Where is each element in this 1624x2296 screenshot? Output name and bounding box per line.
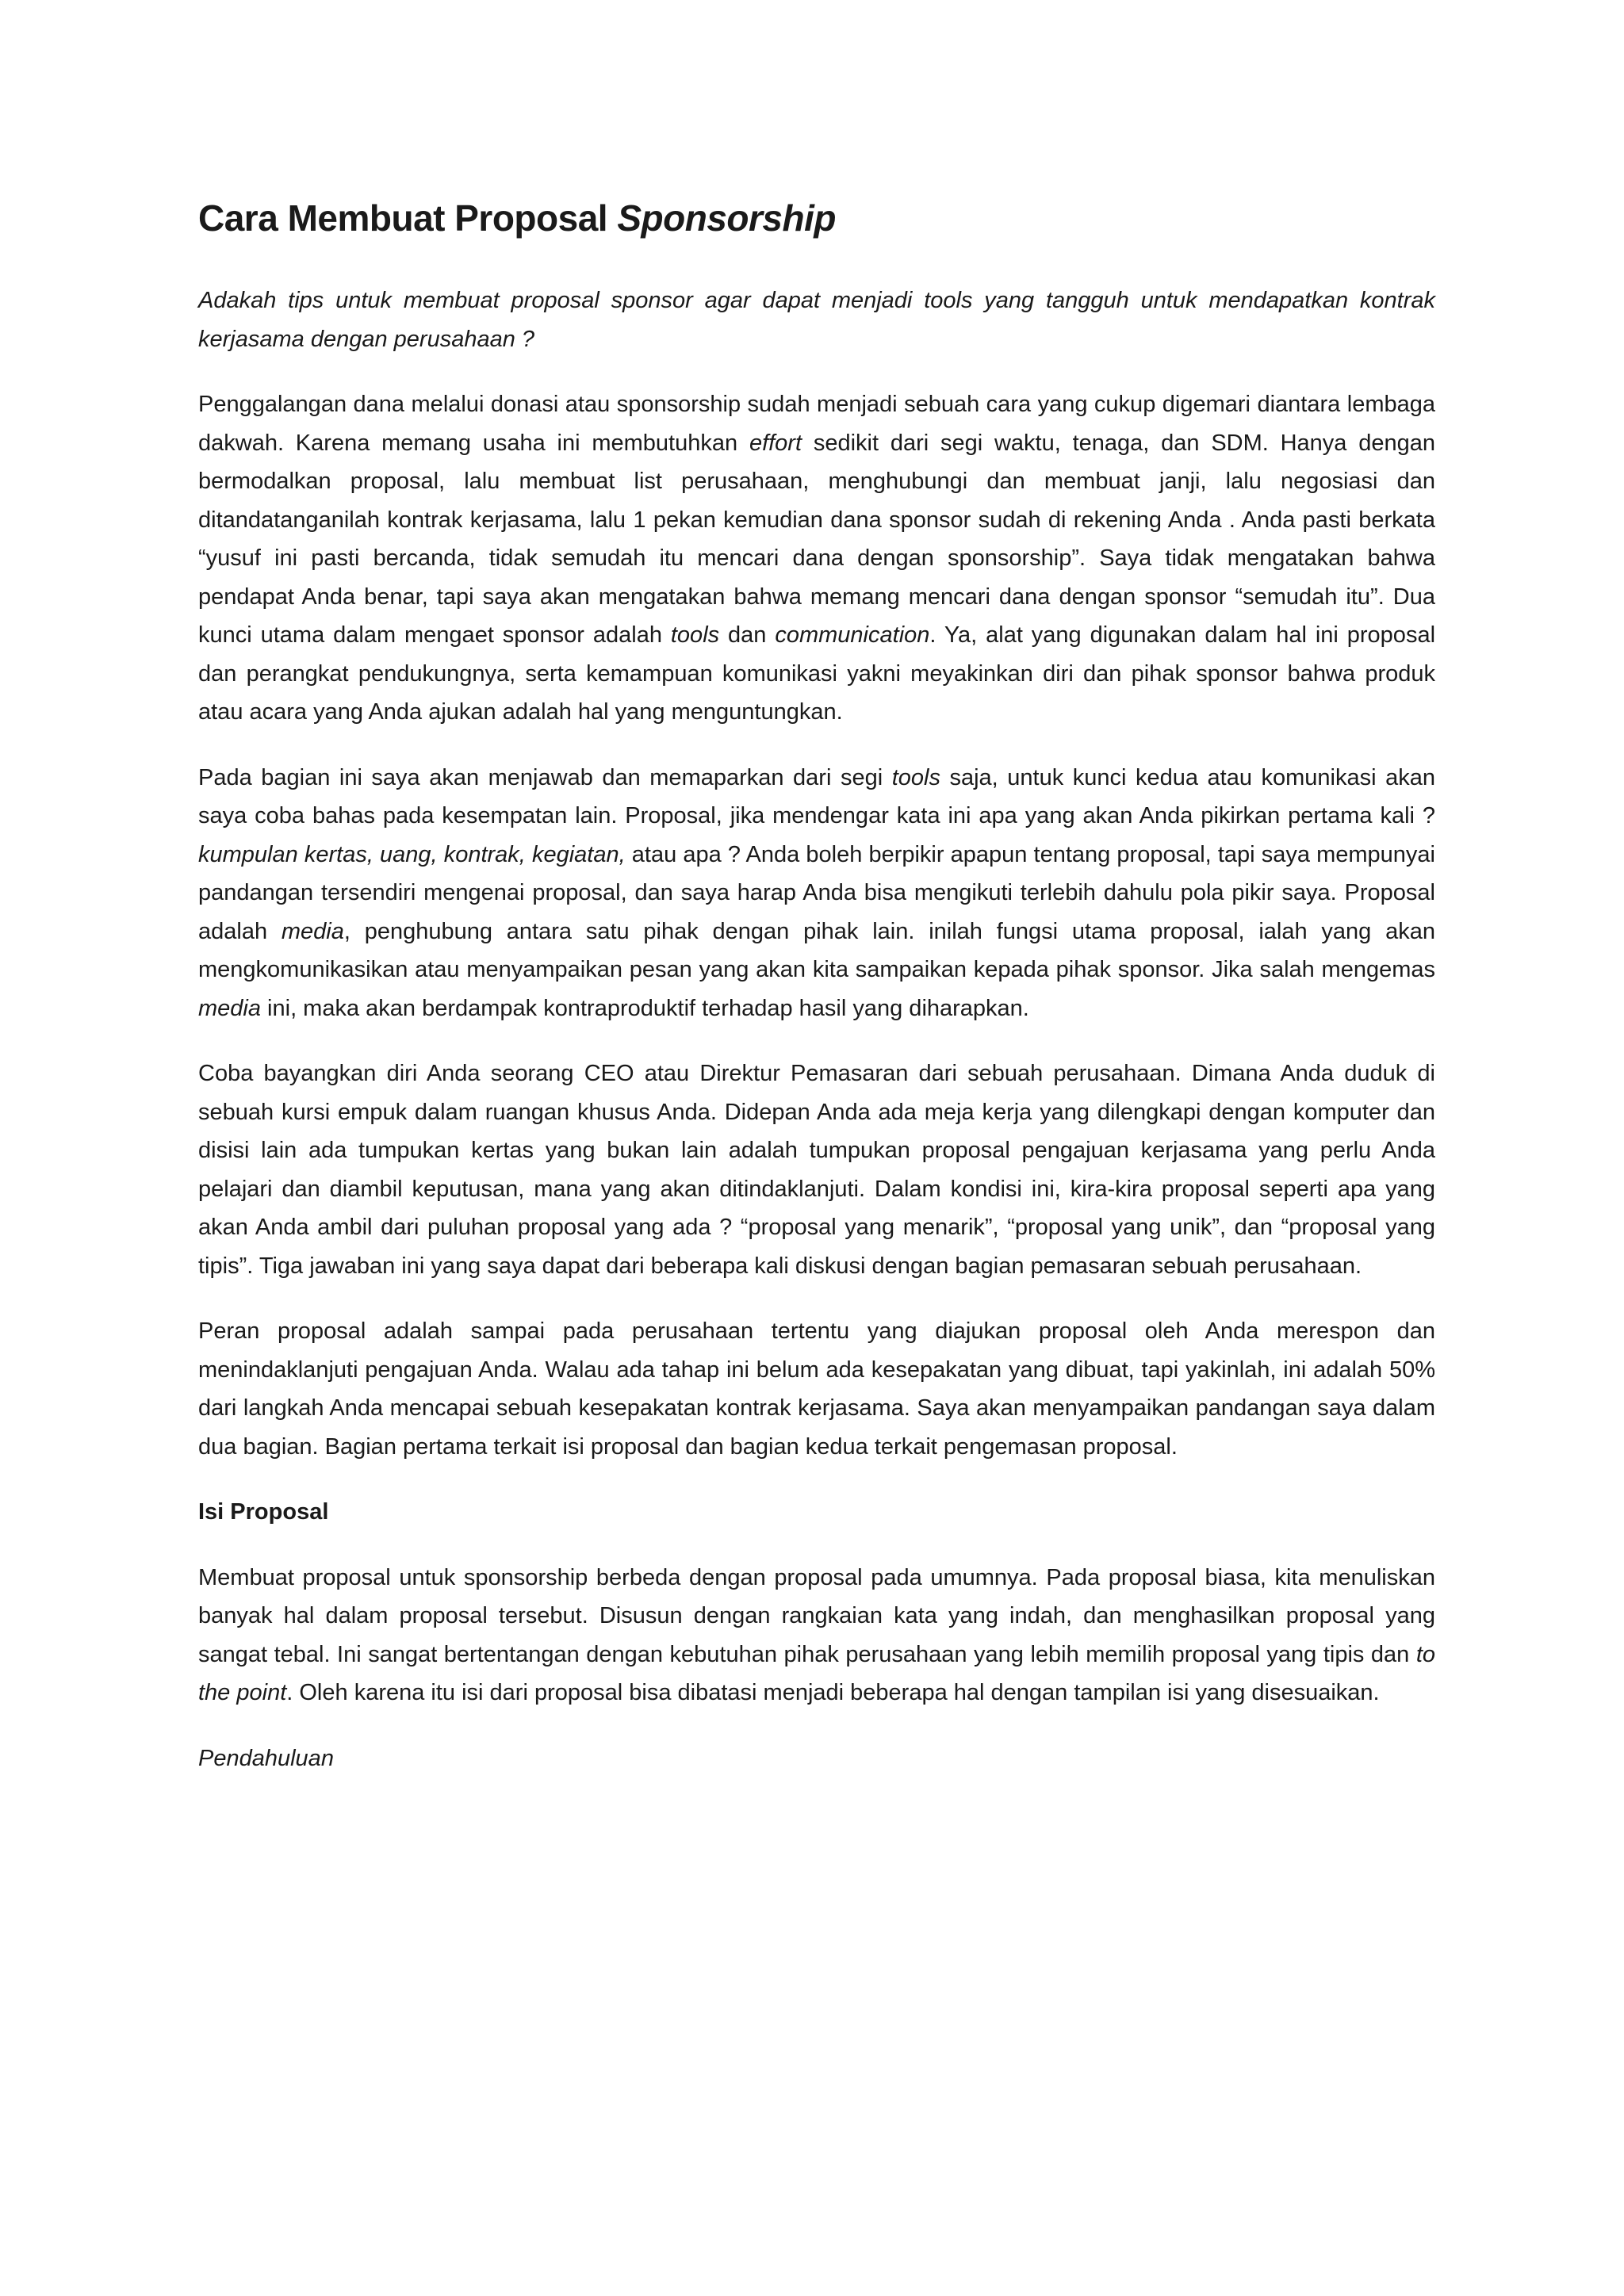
p5-text-2: . Oleh karena itu isi dari proposal bisa dibatasi menjadi beberapa hal dengan tampilan isi yang disesuaikan.	[286, 1680, 1380, 1706]
p1-italic-tools: tools	[670, 622, 720, 649]
p1-text-1: Penggalangan dana melalui donasi atau sponsorship sudah menjadi sebuah cara yang cukup digemari diantara lembaga dakwah. Karena memang usaha ini membutuhkan	[198, 392, 1435, 456]
p5-italic-to-the-point: to the point	[198, 1641, 1435, 1706]
p2-text-4: , penghubung antara satu pihak dengan pihak lain. inilah fungsi utama proposal, ialah yang akan mengkomunikasikan atau menyampaikan pesan yang akan kita sampaikan kepada pihak sponsor. Jika salah mengemas	[198, 918, 1435, 983]
paragraph-4: Peran proposal adalah sampai pada perusahaan tertentu yang diajukan proposal oleh Anda merespon dan menindaklanjuti pengajuan Anda. Walau ada tahap ini belum ada kesepakatan yang dibuat, tapi yakinlah, ini adalah 50% dari langkah Anda mencapai sebuah kesepakatan kontrak kerjasama. Saya akan menyampaikan pandangan saya dalam dua bagian. Bagian pertama terkait isi proposal dan bagian kedua terkait pengemasan proposal.	[198, 1318, 1435, 1460]
p2-italic-media-2: media	[198, 995, 261, 1021]
p2-italic-list: kumpulan kertas, uang, kontrak, kegiatan,	[198, 841, 626, 867]
paragraph-2	[198, 759, 1435, 1028]
heading-isi-proposal: Isi Proposal	[198, 1499, 329, 1525]
p5-text-1: Membuat proposal untuk sponsorship berbeda dengan proposal pada umumnya. Pada proposal biasa, kita menuliskan banyak hal dalam proposal tersebut. Disusun dengan rangkaian kata yang indah, dan menghasilkan proposal yang sangat tebal. Ini sangat bertentangan dengan kebutuhan pihak perusahaan yang lebih memilih proposal yang tipis dan	[198, 1564, 1435, 1667]
p1-text-4: . Ya, alat yang digunakan dalam hal ini proposal dan perangkat pendukungnya, serta kemampuan komunikasi yakni meyakinkan diri dan pihak sponsor bahwa produk atau acara yang Anda ajukan adalah hal yang menguntungkan.	[198, 622, 1436, 725]
p1-italic-communication: communication	[775, 622, 930, 649]
p2-text-2: saja, untuk kunci kedua atau komunikasi akan saya coba bahas pada kesempatan lain. Proposal, jika mendengar kata ini apa yang akan Anda pikirkan pertama kali ?	[198, 764, 1435, 829]
title-prefix: Cara Membuat Proposal	[198, 197, 618, 239]
paragraph-3: Coba bayangkan diri Anda seorang CEO atau Direktur Pemasaran dari sebuah perusahaan. Dimana Anda duduk di sebuah kursi empuk dalam ruangan khusus Anda. Didepan Anda ada meja kerja yang dilengkapi dengan komputer dan disisi lain ada tumpukan kertas yang bukan lain adalah tumpukan proposal pengajuan kerjasama yang perlu Anda pelajari dan diambil keputusan, mana yang akan ditindaklanjuti. Dalam kondisi ini, kira-kira proposal seperti apa yang akan Anda ambil dari puluhan proposal yang ada ? “proposal yang menarik”, “proposal yang unik”, dan “proposal yang tipis”. Tiga jawaban ini yang saya dapat dari beberapa kali diskusi dengan bagian pemasaran sebuah perusahaan.	[198, 1061, 1435, 1279]
intro-paragraph: Adakah tips untuk membuat proposal sponsor agar dapat menjadi tools yang tangguh untuk mendapatkan kontrak kerjasama dengan perusahaan ?	[198, 288, 1435, 352]
p2-text-1: Pada bagian ini saya akan menjawab dan memaparkan dari segi	[198, 764, 892, 790]
p2-text-5: ini, maka akan berdampak kontraproduktif terhadap hasil yang diharapkan.	[261, 995, 1029, 1021]
p1-text-3: dan	[719, 622, 776, 649]
paragraph-5	[198, 1559, 1435, 1712]
paragraph-1	[198, 385, 1435, 732]
document-title	[198, 197, 1435, 240]
p2-italic-tools: tools	[891, 764, 940, 790]
document-page	[198, 197, 1435, 1804]
title-italic: Sponsorship	[617, 197, 836, 239]
p2-text-3: atau apa ? Anda boleh berpikir apapun tentang proposal, tapi saya mempunyai pandangan tersendiri mengenai proposal, dan saya harap Anda bisa mengikuti terlebih dahulu pola pikir saya. Proposal adalah	[198, 841, 1435, 944]
p1-italic-effort: effort	[749, 430, 802, 456]
p2-italic-media-1: media	[281, 918, 344, 944]
subheading-pendahuluan: Pendahuluan	[198, 1745, 334, 1771]
p1-text-2: sedikit dari segi waktu, tenaga, dan SDM. Hanya dengan bermodalkan proposal, lalu membuat list perusahaan, menghubungi dan membuat janji, lalu negosiasi dan ditandatanganilah kontrak kerjasama, lalu 1 pekan kemudian dana sponsor sudah di rekening Anda . Anda pasti berkata “yusuf ini pasti bercanda, tidak semudah itu mencari dana dengan sponsorship”. Saya tidak mengatakan bahwa pendapat Anda benar, tapi saya akan mengatakan bahwa memang mencari dana dengan sponsor “semudah itu”. Dua kunci utama dalam mengaet sponsor adalah	[198, 430, 1436, 649]
